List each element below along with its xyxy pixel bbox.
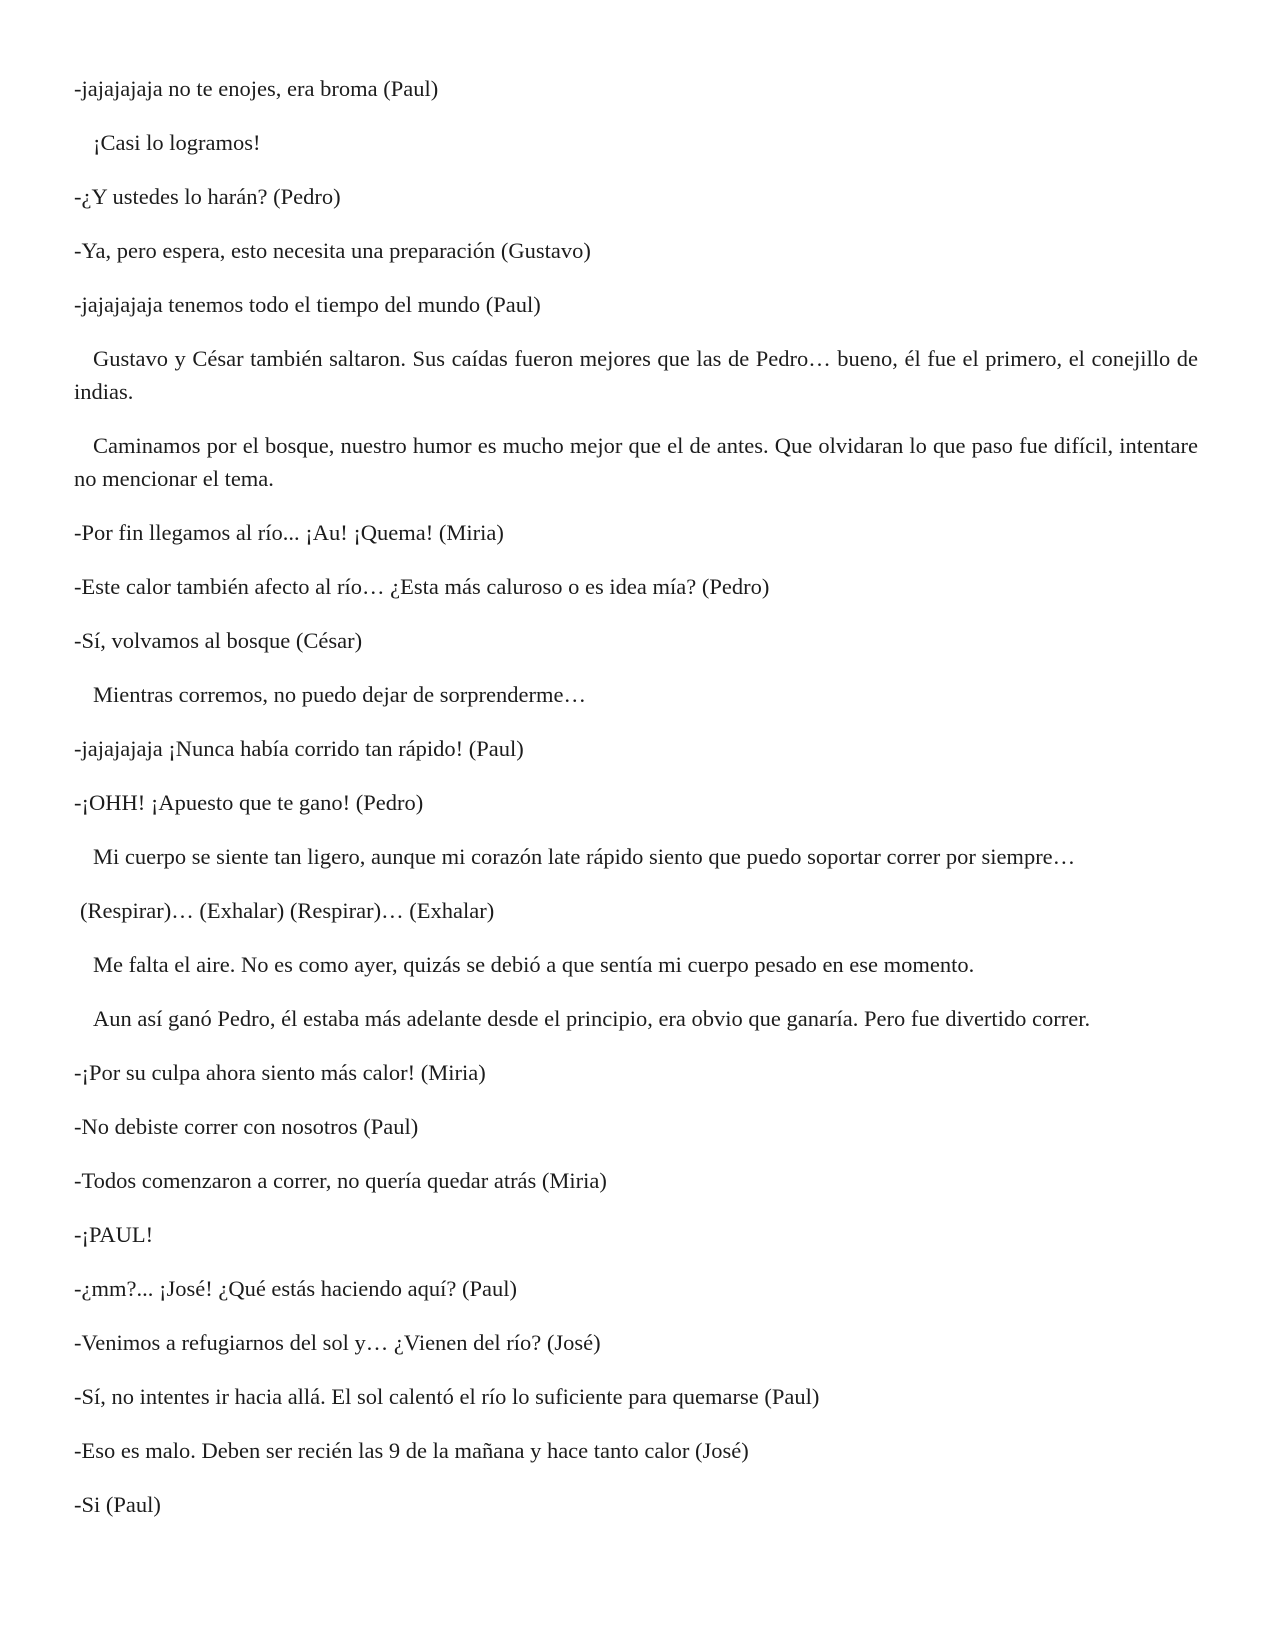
dialogue-line: -Sí, volvamos al bosque (César) [74,628,363,653]
dialogue-line: -Por fin llegamos al río... ¡Au! ¡Quema! (Miria) [74,520,504,545]
dialogue-line: -¡OHH! ¡Apuesto que te gano! (Pedro) [74,790,424,815]
dialogue-line: -Ya, pero espera, esto necesita una preparación (Gustavo) [74,238,591,263]
narration-paragraph: Aun así ganó Pedro, él estaba más adelante desde el principio, era obvio que ganaría. Pero fue divertido correr. [93,1006,1091,1031]
dialogue-line: -¿mm?... ¡José! ¿Qué estás haciendo aquí? (Paul) [74,1276,517,1301]
dialogue-line: -¿Y ustedes lo harán? (Pedro) [74,184,341,209]
dialogue-line: -Sí, no intentes ir hacia allá. El sol calentó el río lo suficiente para quemarse (Paul) [74,1384,820,1409]
narration-paragraph: Caminamos por el bosque, nuestro humor es mucho mejor que el de antes. Que olvidaran lo que paso fue difícil, intentare no mencionar el tema. [74,433,1198,491]
narration-paragraph: ¡Casi lo logramos! [93,130,261,155]
dialogue-line: -Venimos a refugiarnos del sol y… ¿Vienen del río? (José) [74,1330,601,1355]
dialogue-line: -jajajajaja tenemos todo el tiempo del mundo (Paul) [74,292,541,317]
dialogue-line: -No debiste correr con nosotros (Paul) [74,1114,419,1139]
narration-paragraph: Mi cuerpo se siente tan ligero, aunque mi corazón late rápido siento que puedo soportar correr por siempre… [93,844,1076,869]
narration-paragraph: Mientras corremos, no puedo dejar de sorprenderme… [93,682,586,707]
dialogue-line: -jajajajaja ¡Nunca había corrido tan rápido! (Paul) [74,736,524,761]
narration-paragraph: Gustavo y César también saltaron. Sus caídas fueron mejores que las de Pedro… bueno, él fue el primero, el conejillo de indias. [74,346,1198,404]
dialogue-line: -¡PAUL! [74,1222,154,1247]
dialogue-line: -Eso es malo. Deben ser recién las 9 de la mañana y hace tanto calor (José) [74,1438,749,1463]
dialogue-line: -Si (Paul) [74,1492,161,1517]
dialogue-line: -¡Por su culpa ahora siento más calor! (Miria) [74,1060,486,1085]
document-body [74,72,1198,1542]
dialogue-line: -Todos comenzaron a correr, no quería quedar atrás (Miria) [74,1168,607,1193]
dialogue-line: -jajajajaja no te enojes, era broma (Paul) [74,76,439,101]
narration-paragraph: Me falta el aire. No es como ayer, quizás se debió a que sentía mi cuerpo pesado en ese momento. [93,952,975,977]
breathing-line: (Respirar)… (Exhalar) (Respirar)… (Exhalar) [80,898,495,923]
dialogue-line: -Este calor también afecto al río… ¿Esta más caluroso o es idea mía? (Pedro) [74,574,770,599]
